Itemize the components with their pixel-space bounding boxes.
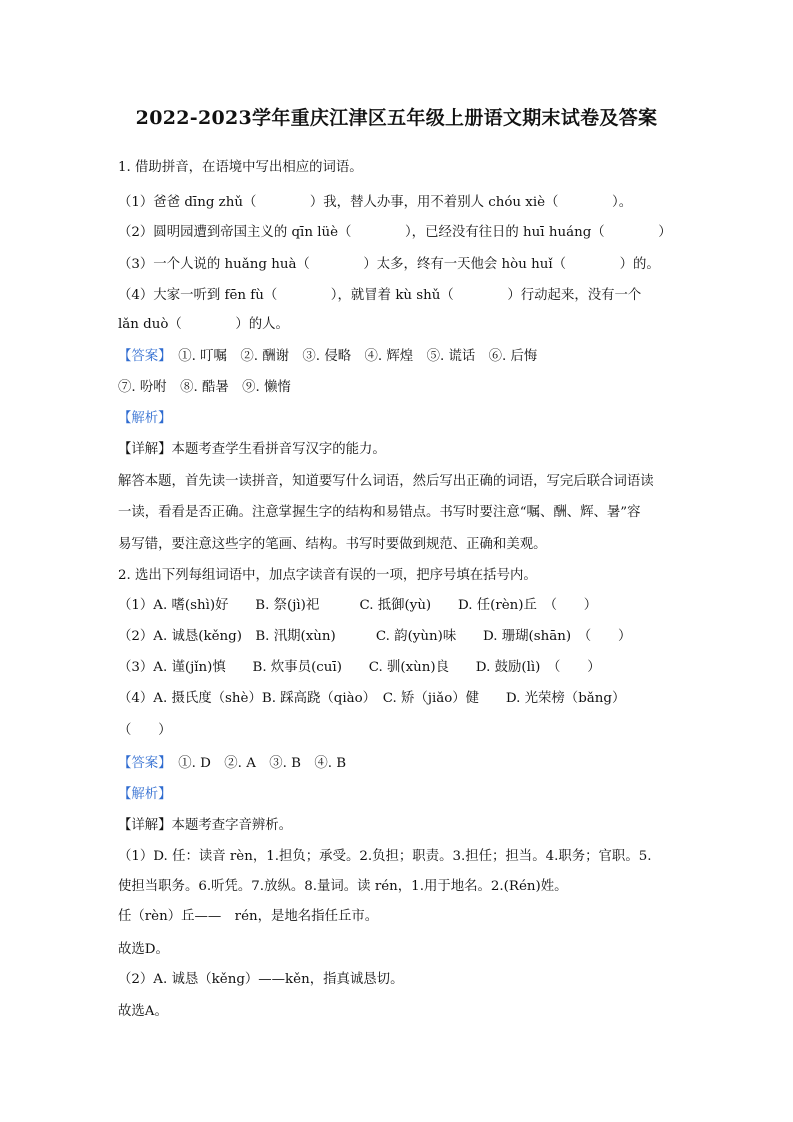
text-line: 【详解】本题考查学生看拼音写汉字的能力。 <box>118 442 386 457</box>
text-line: 任（rèn）丘—— rén，是地名指任丘市。 <box>118 909 379 924</box>
text-line: （3）一个人说的 huǎng huà（ ）太多，终有一天他会 hòu huǐ（ ）的。 <box>118 257 660 272</box>
text-line <box>118 409 678 429</box>
text-line: （4）大家一听到 fēn fù（ ），就冒着 kù shǔ（ ）行动起来，没有一个 <box>118 288 642 303</box>
text-line: （1）D. 任：读音 rèn，1.担负；承受。2.负担；职责。3.担任；担当。4.职务；官职。5. <box>118 849 652 864</box>
text-line: ⑦. 吩咐 ⑧. 酷暑 ⑨. 懒惰 <box>118 380 291 395</box>
text-line: 故选A。 <box>118 1004 168 1019</box>
text-line: 一读，看看是否正确。注意掌握生字的结构和易错点。书写时要注意“嘱、酬、辉、暑”容 <box>118 505 641 520</box>
text-line: （3）A. 谨(jǐn)慎 B. 炊事员(cuī) C. 驯(xùn)良 D. 鼓励(lì) （ ） <box>118 660 601 675</box>
text-line: 【答案】 ①. 叮嘱 ②. 酬谢 ③. 侵略 ④. 辉煌 ⑤. 谎话 ⑥. 后悔 <box>118 349 538 364</box>
text-line: （1）爸爸 dīng zhǔ（ ）我，替人办事，用不着别人 chóu xiè（ ）。 <box>118 195 633 210</box>
text-line: 1. 借助拼音，在语境中写出相应的词语。 <box>118 160 363 175</box>
text-line: （1）A. 嗜(shì)好 B. 祭(jì)祀 C. 抵御(yù) D. 任(rèn)丘 （ ） <box>118 598 598 613</box>
section-tag: 【解析】 <box>118 787 172 802</box>
text-line <box>118 785 678 805</box>
page-title: 2022-2023学年重庆江津区五年级上册语文期末试卷及答案 <box>135 107 658 129</box>
text-line: 【详解】本题考查字音辨析。 <box>118 818 293 833</box>
text-line: 解答本题，首先读一读拼音，知道要写什么词语，然后写出正确的词语，写完后联合词语读 <box>118 474 654 489</box>
text-line: 故选D。 <box>118 942 169 957</box>
text-line: lǎn duò（ ）的人。 <box>118 317 289 332</box>
section-tag: 【答案】 <box>118 756 165 771</box>
section-tag: 【答案】 <box>118 349 165 364</box>
text-line: 2. 选出下列每组词语中，加点字读音有误的一项，把序号填在括号内。 <box>118 568 537 583</box>
text-line: 易写错，要注意这些字的笔画、结构。书写时要做到规范、正确和美观。 <box>118 537 547 552</box>
text-line: （ ） <box>118 723 172 738</box>
text-line: （4）A. 摄氏度（shè）B. 踩高跷（qiào） C. 矫（jiǎo）健 D. 光荣榜（bǎng） <box>118 691 626 706</box>
text-line: 【答案】 ①. D ②. A ③. B ④. B <box>118 756 347 771</box>
section-tag: 【解析】 <box>118 411 172 426</box>
text-line: 使担当职务。6.听凭。7.放纵。8.量词。读 rén，1.用于地名。2.(Rén)姓。 <box>118 879 568 894</box>
text-line: （2）A. 诚恳(kěng) B. 汛期(xùn) C. 韵(yùn)味 D. 珊瑚(shān) （ ） <box>118 629 632 644</box>
text-line: （2）A. 诚恳（kěng）——kěn，指真诚恳切。 <box>118 972 404 987</box>
text-line: （2）圆明园遭到帝国主义的 qīn lüè（ ），已经没有往日的 huī huáng（ ） <box>118 225 672 240</box>
